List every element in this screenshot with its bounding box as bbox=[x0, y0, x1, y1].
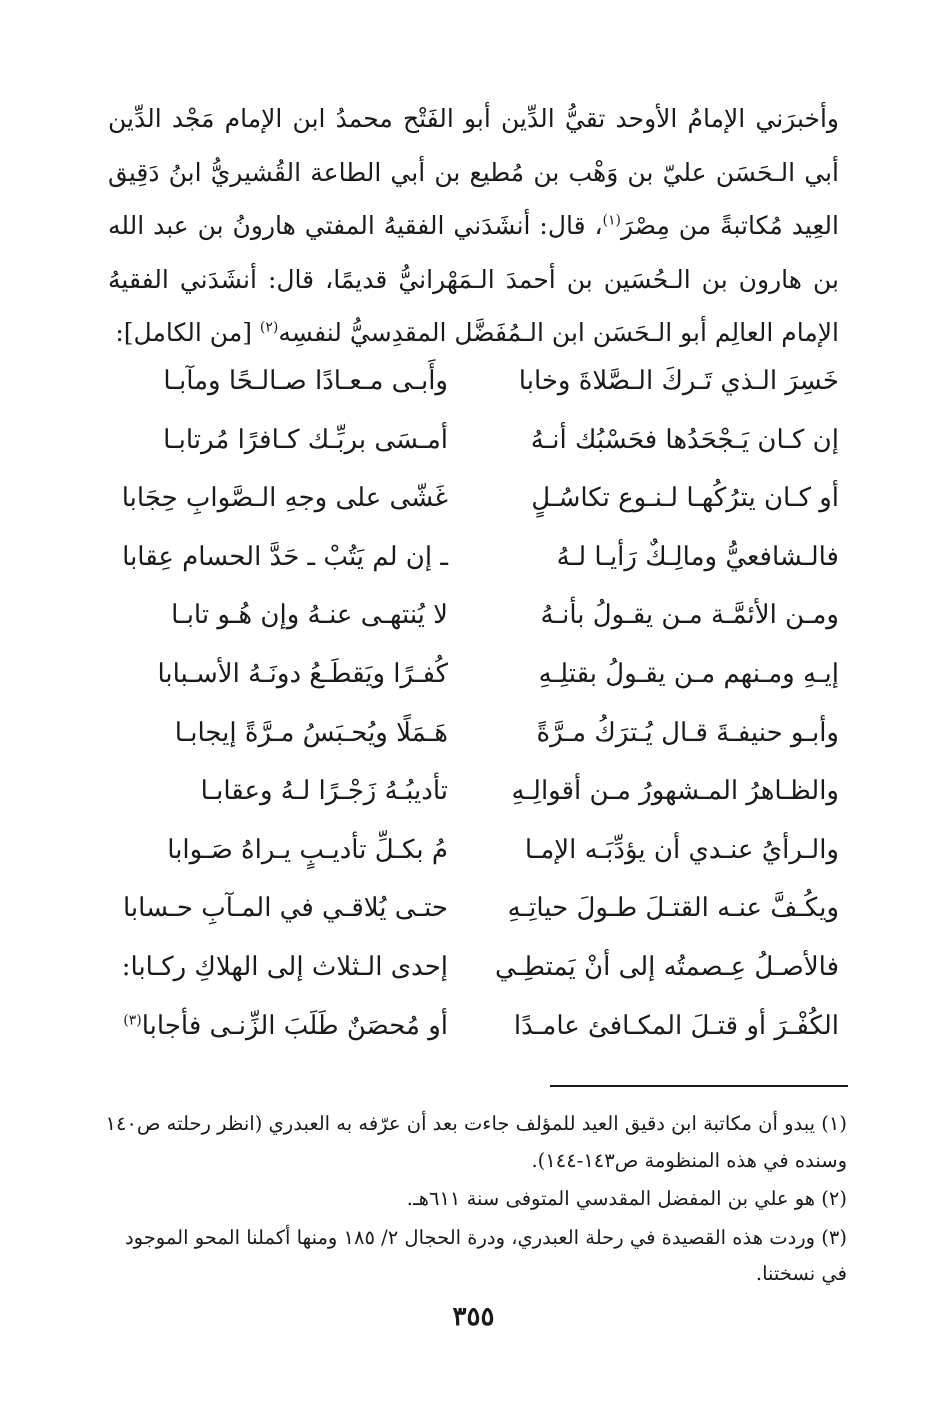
footnote-1: (١) يبدو أن مكاتبة ابن دقيق العيد للمؤلف جاءت بعد أن عرّفه به العبدري (انظر رحلته ص١٤٠ وسنده في هذه المنظومة ص١٤٣-١٤٤). bbox=[105, 1112, 847, 1172]
verse-second-hemistich: حتـى يُلاقـي في المـآبِ حـسابا bbox=[123, 893, 448, 924]
intro-text-part-2: ، قال: أنشَدَني الفقيهُ المفتي هارونُ بن عبد الله بن هارون بن الـحُسَين بن أحمدَ الـمَهْرانيُّ قديمًا، قال: أنشَدَني الفقيهُ الإمام العالِم أبو الـحَسَن ابن الـمُفَضَّل المقدِسيُّ لنفسِه bbox=[108, 211, 839, 347]
verse-first-hemistich: خَسِرَ الـذي تَـركَ الـصَّلاةَ وخابا bbox=[518, 366, 839, 396]
verse-first-hemistich: ومـن الأئمَّـة مـن يقـولُ بأنـهُ bbox=[540, 600, 839, 631]
page-number: ٣٥٥ bbox=[452, 1302, 495, 1332]
verse-line bbox=[118, 411, 839, 470]
verse-first-hemistich: أو كـان يترُكُهـا لـنـوع تكاسُـلٍ bbox=[531, 483, 839, 514]
verse-second-hemistich: كُفـرًا ويَقطَـعُ دونَـهُ الأسـبابا bbox=[157, 658, 448, 689]
verse-line bbox=[118, 762, 839, 821]
footnote-3: (٣) وردت هذه القصيدة في رحلة العبدري، ودرة الحجال ٢/ ١٨٥ ومنها أكملنا المحو الموجود في نسختنا. bbox=[125, 1225, 847, 1285]
verse-second-hemistich: ـ إن لم يَتُبْ ـ حَدَّ الحسام عِقابا bbox=[122, 541, 448, 572]
verse-first-hemistich: فالـشافعيُّ ومالِـكٌ رَأيـا لـهُ bbox=[556, 541, 839, 572]
verse-line bbox=[118, 645, 839, 704]
verse-second-hemistich: إحدى الـثلاث إلى الهلاكِ ركـابا: bbox=[121, 951, 448, 982]
verse-second-hemistich: أمـسَى بربِّـك كـافرًا مُرتابـا bbox=[163, 424, 448, 455]
verse-second-hemistich: هَـمَلًا ويُحـبَسُ مـرَّةً إيجابـا bbox=[174, 717, 448, 748]
poem bbox=[118, 352, 839, 1055]
verse-second-hemistich: تأديبُـهُ زَجْـرًا لـهُ وعقابـا bbox=[200, 776, 448, 807]
verse-line bbox=[118, 879, 839, 938]
verse-line bbox=[118, 997, 839, 1056]
verse-line bbox=[118, 352, 839, 411]
verse-second-hemistich: لا يُنتهـى عنـهُ وإن هُـو تابـا bbox=[171, 600, 448, 631]
footnote-2: (٢) هو علي بن المفضل المقدسي المتوفى سنة ٦١١هـ. bbox=[406, 1187, 847, 1210]
verse-line bbox=[118, 704, 839, 763]
verse-second-hemistich bbox=[118, 997, 448, 1055]
verse-first-hemistich: والـرأيُ عنـدي أن يؤدِّبَـه الإمـا bbox=[524, 834, 839, 865]
verse-line bbox=[118, 469, 839, 528]
footnote-ref-1: (١) bbox=[602, 212, 621, 229]
verse-first-hemistich: والظـاهرُ المـشهورُ مـن أقوالِـهِ bbox=[511, 776, 839, 807]
intro-text-part-1: وأخبرَني الإمامُ الأوحد تقيُّ الدِّين أبو الفَتْح محمدُ ابن الإمام مَجْد الدِّين أبي الـحَسَن عليّ بن وَهْب بن مُطيع بن أبي الطاعة القُشيريُّ ابنُ دَقِيق العِيد مُكاتبةً من مِصْرَ bbox=[108, 104, 840, 240]
verse-line bbox=[118, 586, 839, 645]
verse-first-hemistich: فالأصـلُ عِـصمتُه إلى أنْ يَمتطِـي bbox=[495, 951, 839, 982]
verse-second-hemistich-text: أو مُحصَنٌ طَلَبَ الزِّنـى فأجابا bbox=[141, 1010, 448, 1041]
verse-line bbox=[118, 821, 839, 880]
footnotes bbox=[102, 1106, 847, 1295]
verse-first-hemistich: وأبـو حنيفـةَ قـال يُـترَكُ مـرَّةً bbox=[536, 717, 839, 748]
verse-second-hemistich: غَشّى على وجهِ الـصَّوابِ حِجَابا bbox=[121, 483, 448, 514]
verse-line bbox=[118, 528, 839, 587]
intro-text bbox=[108, 92, 839, 360]
verse-second-hemistich: مُ بكـلِّ تأديـبٍ يـراهُ صَـوابا bbox=[167, 834, 448, 865]
meter-label: [من الكامل]: bbox=[115, 318, 260, 347]
verse-first-hemistich: إيـهِ ومـنهم مـن يقـولُ بقتلِـهِ bbox=[538, 658, 839, 689]
verse-line bbox=[118, 938, 839, 997]
verse-first-hemistich: إن كـان يَـجْحَدُها فحَسْبُك أنـهُ bbox=[530, 424, 839, 455]
footnote-separator bbox=[550, 1085, 848, 1087]
intro-paragraph bbox=[108, 92, 839, 360]
verse-second-hemistich: وأَبـى مـعـادًا صـالـحًا ومآبـا bbox=[163, 366, 448, 396]
footnote-ref-3: (٣) bbox=[123, 1011, 142, 1028]
footnote-ref-2: (٢) bbox=[259, 319, 279, 336]
verse-first-hemistich: الكُفْـرَ أو قتـلَ المكـافئ عامـدًا bbox=[513, 1010, 839, 1041]
verse-first-hemistich: ويكُـفَّ عنـه القتـلَ طـولَ حياتِـهِ bbox=[507, 893, 839, 924]
